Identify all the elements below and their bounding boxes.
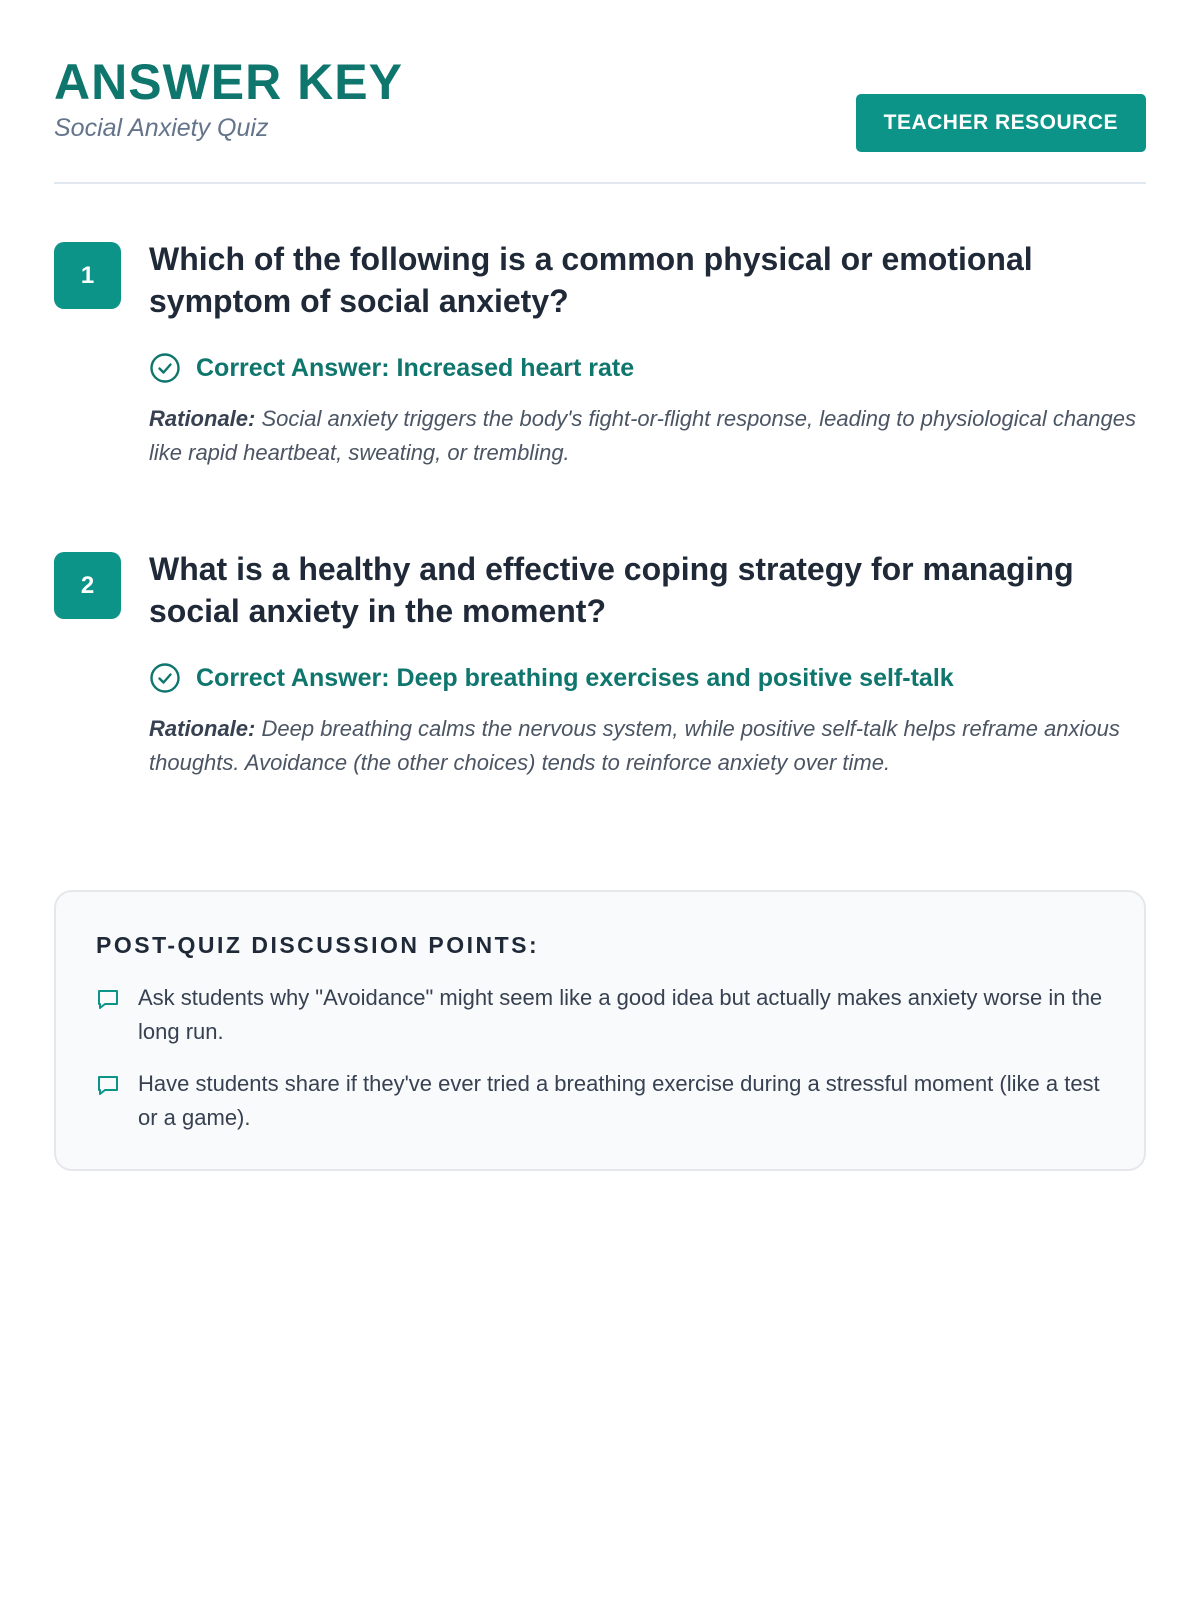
rationale-text: Deep breathing calms the nervous system, while positive self-talk helps reframe anxious thoughts. Avoidance (the other choices) tends to reinforce anxiety over time. bbox=[149, 716, 1120, 775]
discussion-point bbox=[96, 1067, 1104, 1135]
correct-answer bbox=[149, 352, 1146, 384]
rationale-text: Social anxiety triggers the body's fight-or-flight response, leading to physiological changes like rapid heartbeat, sweating, or trembling. bbox=[149, 406, 1137, 465]
page-title: ANSWER KEY bbox=[54, 54, 403, 110]
discussion-point bbox=[96, 981, 1104, 1049]
discussion-title: POST-QUIZ DISCUSSION POINTS: bbox=[96, 932, 540, 958]
rationale bbox=[149, 402, 1146, 470]
discussion-box bbox=[54, 890, 1146, 1171]
page-subtitle: Social Anxiety Quiz bbox=[54, 114, 269, 142]
question-2 bbox=[54, 548, 1146, 780]
question-number-badge: 1 bbox=[54, 242, 121, 309]
teacher-resource-badge: TEACHER RESOURCE bbox=[856, 94, 1146, 152]
discussion-point-text: Ask students why "Avoidance" might seem like a good idea but actually makes anxiety worse in the long run. bbox=[138, 985, 1103, 1044]
check-circle-icon bbox=[149, 352, 181, 384]
check-circle-icon bbox=[149, 662, 181, 694]
rationale-label: Rationale: bbox=[149, 406, 256, 431]
discussion-point-text: Have students share if they've ever tried a breathing exercise during a stressful moment (like a test or a game). bbox=[138, 1071, 1100, 1130]
page-header bbox=[54, 52, 1146, 184]
chat-bubble-icon bbox=[96, 1073, 120, 1097]
question-1 bbox=[54, 238, 1146, 470]
correct-answer-text: Correct Answer: Increased heart rate bbox=[196, 353, 635, 382]
rationale bbox=[149, 712, 1146, 780]
chat-bubble-icon bbox=[96, 987, 120, 1011]
question-text: Which of the following is a common physical or emotional symptom of social anxiety? bbox=[149, 241, 1033, 319]
correct-answer bbox=[149, 662, 1146, 694]
question-number-badge: 2 bbox=[54, 552, 121, 619]
question-text: What is a healthy and effective coping strategy for managing social anxiety in the moment? bbox=[149, 551, 1074, 629]
rationale-label: Rationale: bbox=[149, 716, 256, 741]
correct-answer-text: Correct Answer: Deep breathing exercises and positive self-talk bbox=[196, 663, 954, 692]
